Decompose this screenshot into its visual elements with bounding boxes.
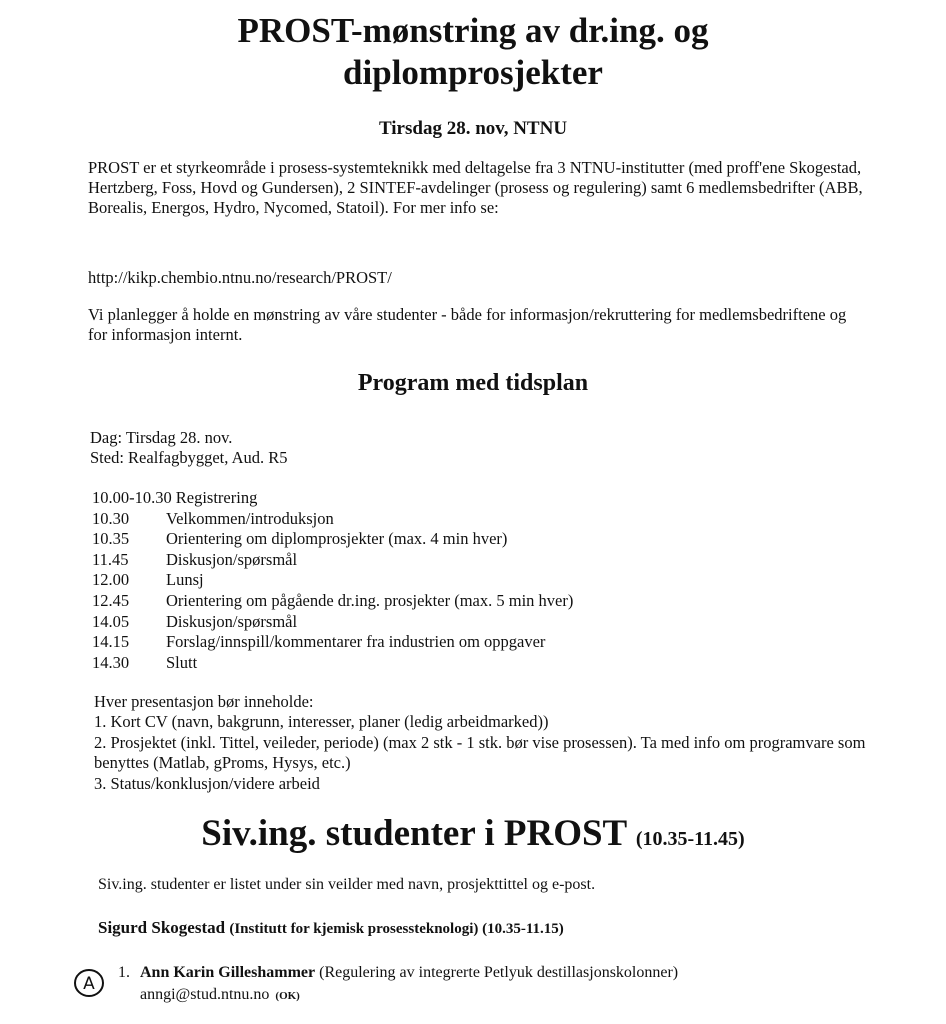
- schedule-time: 14.15: [92, 632, 130, 652]
- presentation-intro: Hver presentasjon bør inneholde:: [94, 692, 314, 711]
- presentation-item: 2. Prosjektet (inkl. Tittel, veileder, periode) (max 2 stk - 1 stk. bør vise prosessen). Ta med info om programvare som benyttes (Matlab, gProms, Hysys, etc.): [94, 732, 866, 773]
- student-line: [118, 962, 678, 984]
- schedule-row: [92, 570, 573, 591]
- student-name: Ann Karin Gilleshammer: [140, 964, 316, 981]
- supervisor-name: Sigurd Skogestad: [98, 918, 226, 937]
- title-line-1: PROST-mønstring av dr.ing. og: [237, 11, 709, 50]
- event-day: Dag: Tirsdag 28. nov.: [90, 428, 233, 447]
- student-email: anngi@stud.ntnu.no: [140, 986, 270, 1003]
- student-number: 1.: [118, 964, 130, 981]
- schedule-time: 14.30: [92, 652, 130, 672]
- schedule-row: [92, 591, 573, 612]
- presentation-item: 3. Status/konklusjon/videre arbeid: [94, 773, 320, 793]
- schedule-item: Diskusjon/spørsmål: [166, 549, 298, 569]
- handwritten-circle-a-mark: [72, 966, 106, 1000]
- schedule-time: 12.45: [92, 590, 130, 610]
- title-line-2: diplomprosjekter: [343, 53, 603, 92]
- section-time: (10.35-11.45): [635, 828, 745, 850]
- schedule-time: 12.00: [92, 570, 130, 590]
- schedule-item: Diskusjon/spørsmål: [166, 611, 298, 631]
- supervisor-dept: (Institutt for kjemisk prosessteknologi) (10.35-11.15): [229, 921, 564, 937]
- intro-paragraph: PROST er et styrkeområde i prosess-systemteknikk med deltagelse fra 3 NTNU-institutter (med proff'ene Skogestad, Hertzberg, Foss, Hovd og Gundersen), 2 SINTEF-avdelinger (prosess og regulering) samt 6 medlemsbedrifter (ABB, Borealis, Energos, Hydro, Nycomed, Statoil). For mer info se:: [88, 158, 863, 217]
- schedule-item: Velkommen/introduksjon: [166, 508, 334, 528]
- prost-url: http://kikp.chembio.ntnu.no/research/PROST/: [88, 268, 392, 287]
- schedule-list: [92, 488, 573, 673]
- plan-paragraph: Vi planlegger å holde en mønstring av våre studenter - både for informasjon/rekruttering for medlemsbedriftene og for informasjon internt.: [88, 305, 847, 344]
- document-title: [0, 10, 946, 94]
- schedule-row: [92, 488, 573, 509]
- schedule-time: 11.45: [92, 549, 129, 569]
- schedule-row: [92, 529, 573, 550]
- schedule-row: [92, 550, 573, 571]
- schedule-item: Orientering om pågående dr.ing. prosjekter (max. 5 min hver): [166, 590, 574, 610]
- date-subtitle: Tirsdag 28. nov, NTNU: [378, 118, 568, 139]
- schedule-row: [92, 612, 573, 633]
- schedule-item: Lunsj: [166, 570, 204, 590]
- schedule-item: Registrering: [175, 488, 258, 507]
- schedule-time: 10.00-10.30: [92, 488, 172, 507]
- section-note: Siv.ing. studenter er listet under sin veilder med navn, prosjekttittel og e-post.: [98, 876, 596, 893]
- presentation-item: 1. Kort CV (navn, bakgrunn, interesser, planer (ledig arbeidmarked)): [94, 712, 549, 732]
- section-title: Siv.ing. studenter i PROST: [201, 813, 627, 854]
- schedule-row: [92, 509, 573, 530]
- event-place: Sted: Realfagbygget, Aud. R5: [90, 448, 288, 467]
- student-project: (Regulering av integrerte Petlyuk destillasjonskolonner): [319, 964, 679, 981]
- student-entry: [118, 962, 678, 1007]
- student-status: (OK): [275, 990, 300, 1002]
- schedule-item: Orientering om diplomprosjekter (max. 4 min hver): [166, 529, 508, 549]
- schedule-time: 10.35: [92, 529, 130, 549]
- schedule-item: Slutt: [166, 652, 198, 672]
- schedule-item: Forslag/innspill/kommentarer fra industrien om oppgaver: [166, 632, 546, 652]
- schedule-time: 14.05: [92, 611, 130, 631]
- schedule-row: [92, 653, 573, 674]
- section-heading: [0, 812, 946, 855]
- supervisor-heading: [98, 918, 564, 938]
- program-heading: Program med tidsplan: [357, 370, 589, 396]
- event-info: [90, 428, 288, 468]
- handwritten-mark-letter: A: [83, 974, 95, 994]
- student-email-line: [140, 984, 678, 1007]
- schedule-time: 10.30: [92, 508, 130, 528]
- presentation-requirements: [94, 692, 874, 794]
- schedule-row: [92, 632, 573, 653]
